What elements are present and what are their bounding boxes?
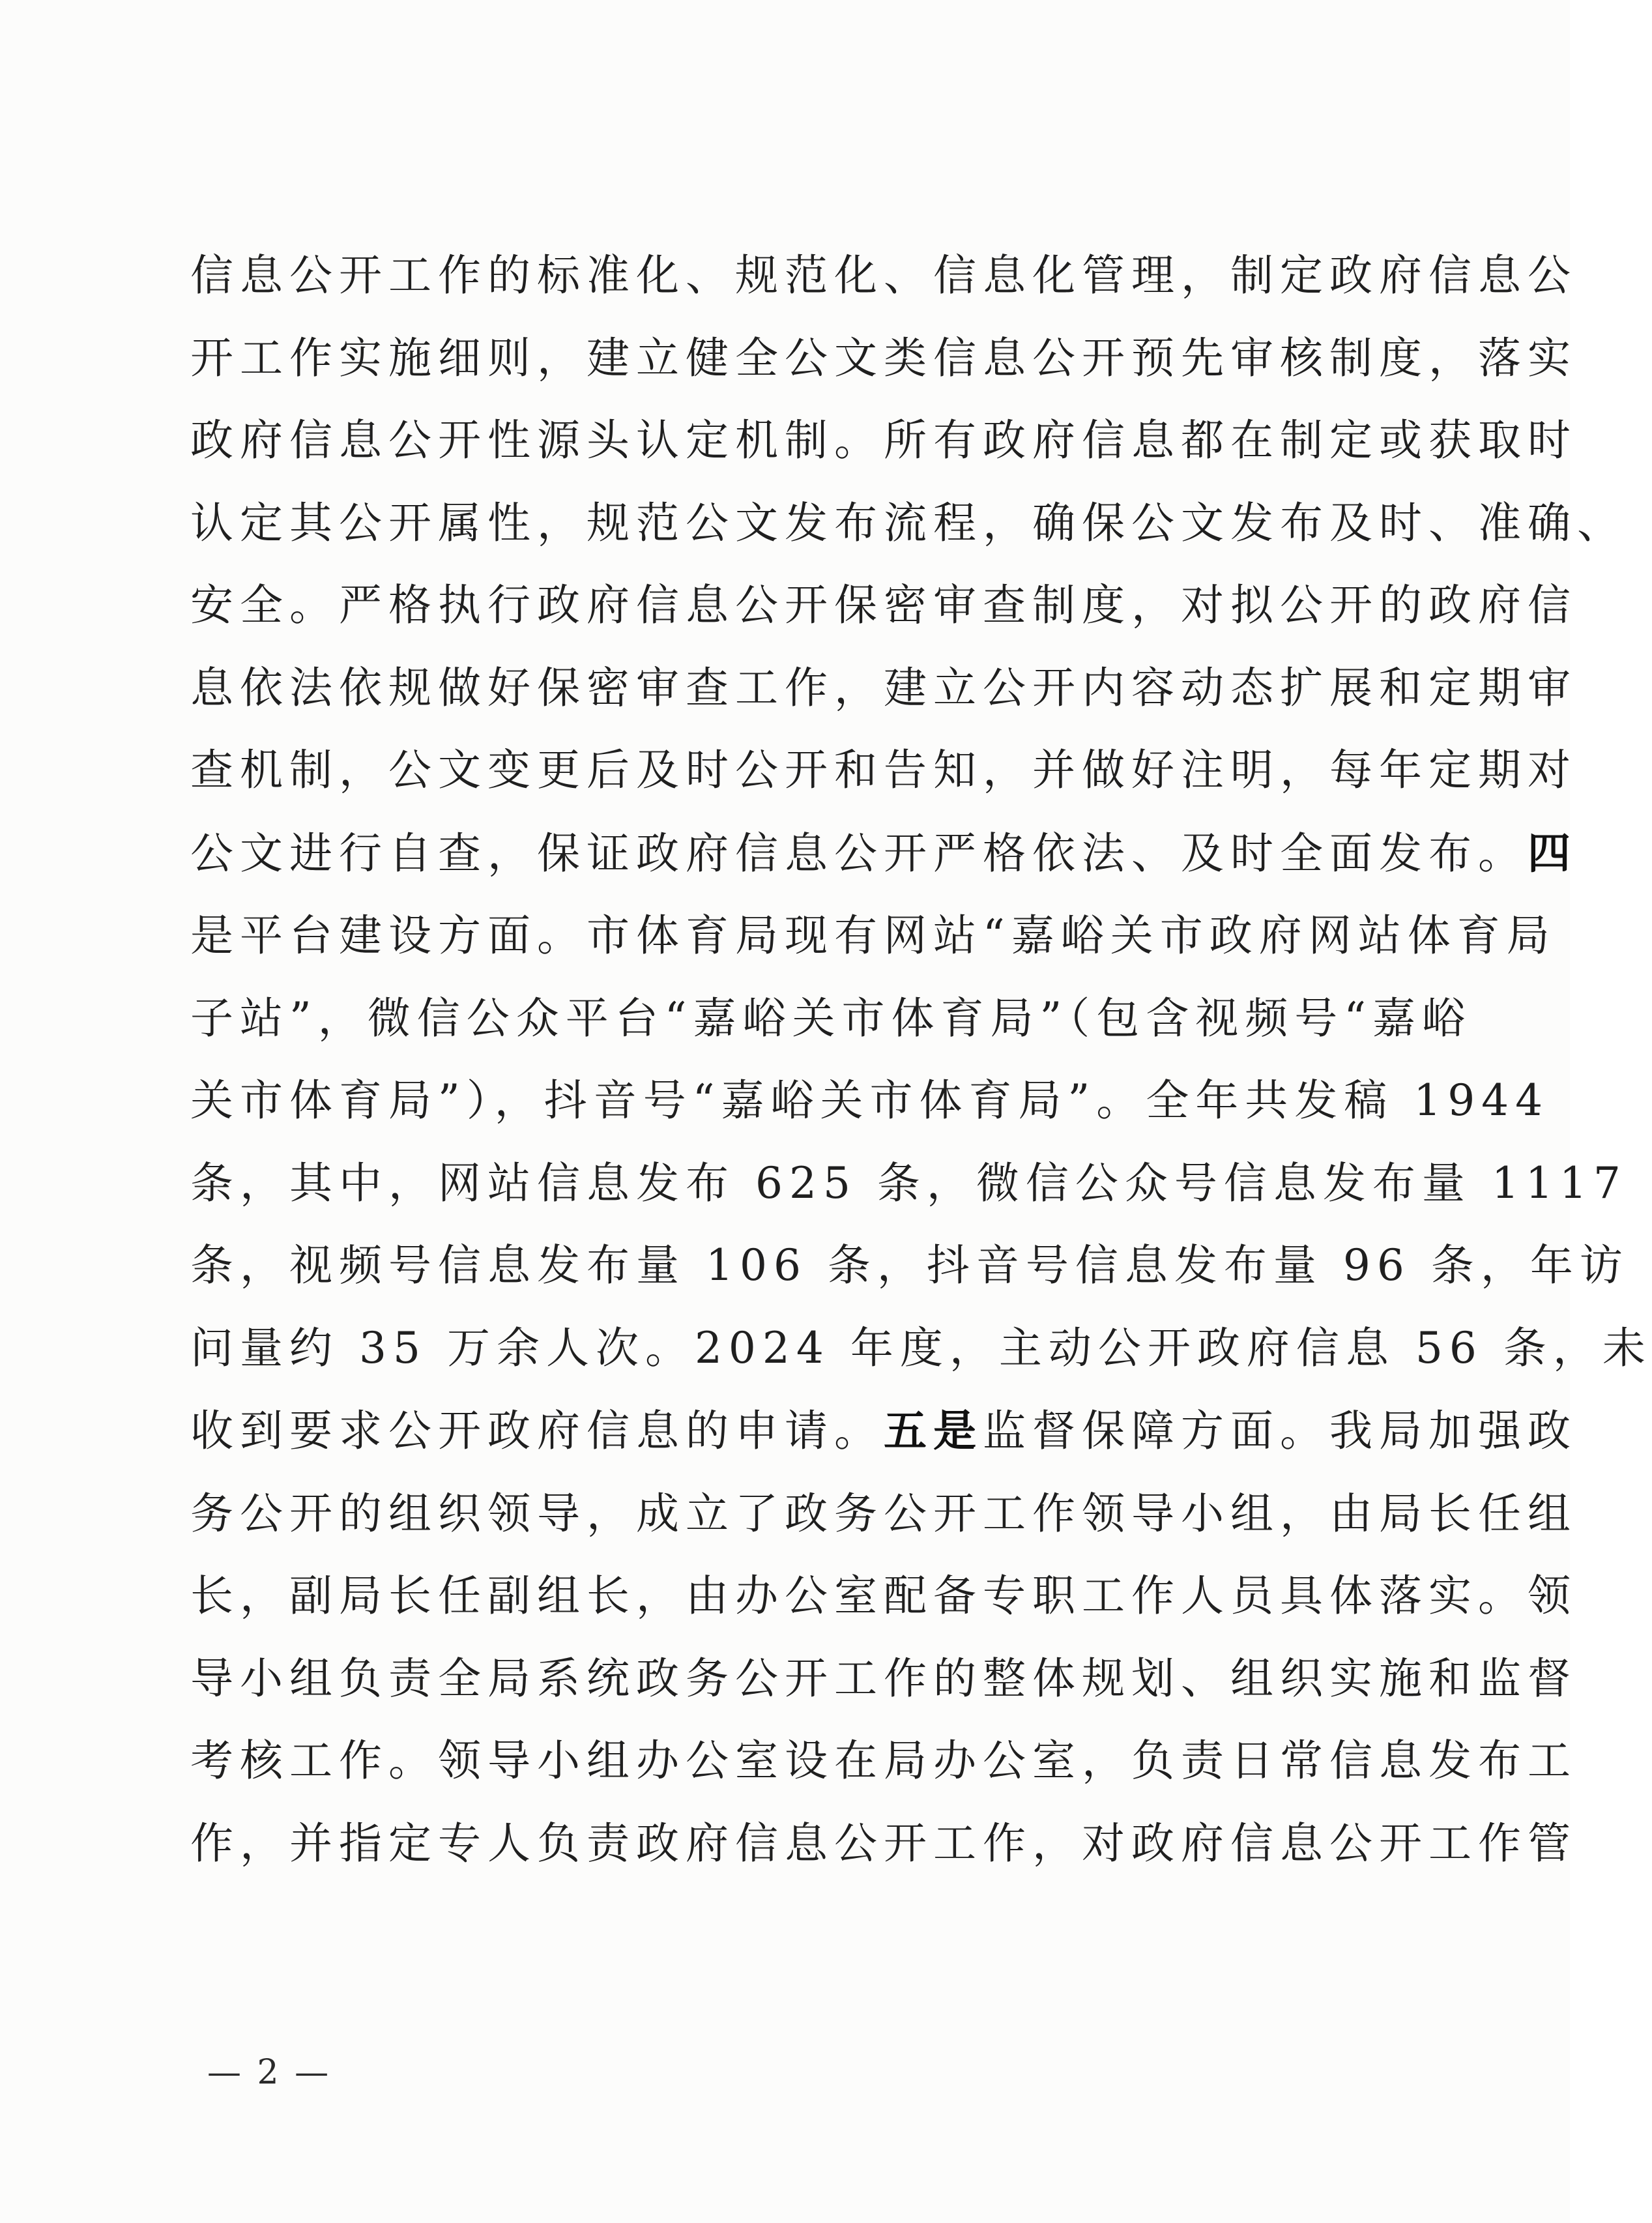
text-line: 政府信息公开性源头认定机制。所有政府信息都在制定或获取时 <box>190 415 1577 465</box>
bold-marker-four: 四 <box>1528 827 1577 879</box>
text-line: 是平台建设方面。市体育局现有网站“嘉峪关市政府网站体育局 <box>190 910 1556 961</box>
text-line: 查机制，公文变更后及时公开和告知，并做好注明，每年定期对 <box>190 745 1577 795</box>
text-line: 导小组负责全局系统政务公开工作的整体规划、组织实施和监督 <box>190 1653 1577 1704</box>
document-body <box>190 235 1652 1885</box>
text-segment: 监督保障方面。我局加强政 <box>983 1406 1577 1456</box>
text-line: 问量约 35 万余人次。2024 年度，主动公开政府信息 56 条，未 <box>190 1322 1652 1373</box>
text-line: 安全。严格执行政府信息公开保密审查制度，对拟公开的政府信 <box>190 580 1577 630</box>
text-line: 开工作实施细则，建立健全公文类信息公开预先审核制度，落实 <box>190 332 1577 383</box>
text-line: 务公开的组织领导，成立了政务公开工作领导小组，由局长任组 <box>190 1488 1577 1539</box>
text-line-with-bold <box>190 1389 1577 1473</box>
text-line: 作，并指定专人负责政府信息公开工作，对政府信息公开工作管 <box>190 1818 1577 1868</box>
text-segment: 公文进行自查，保证政府信息公开严格依法、及时全面发布。 <box>190 828 1528 879</box>
text-line: 信息公开工作的标准化、规范化、信息化管理，制定政府信息公 <box>190 250 1577 300</box>
text-line: 息依法依规做好保密审查工作，建立公开内容动态扩展和定期审 <box>190 662 1577 713</box>
text-line: 考核工作。领导小组办公室设在局办公室，负责日常信息发布工 <box>190 1736 1577 1786</box>
text-line: 条，其中，网站信息发布 625 条，微信公众号信息发布量 1117 <box>190 1157 1627 1208</box>
text-line: 关市体育局”），抖音号“嘉峪关市体育局”。全年共发稿 1944 <box>190 1075 1550 1126</box>
text-line-with-bold <box>190 812 1577 895</box>
text-line: 认定其公开属性，规范公文发布流程，确保公文发布及时、准确、 <box>190 497 1627 548</box>
page-number: — 2 — <box>207 2053 332 2092</box>
text-segment: 收到要求公开政府信息的申请。 <box>190 1406 884 1456</box>
text-line: 长，副局长任副组长，由办公室配备专职工作人员具体落实。领 <box>190 1571 1577 1621</box>
text-line: 子站”，微信公众平台“嘉峪关市体育局”（包含视频号“嘉峪 <box>190 993 1471 1043</box>
text-line: 条，视频号信息发布量 106 条，抖音号信息发布量 96 条，年访 <box>190 1240 1629 1290</box>
bold-marker-five: 五是 <box>884 1405 983 1456</box>
